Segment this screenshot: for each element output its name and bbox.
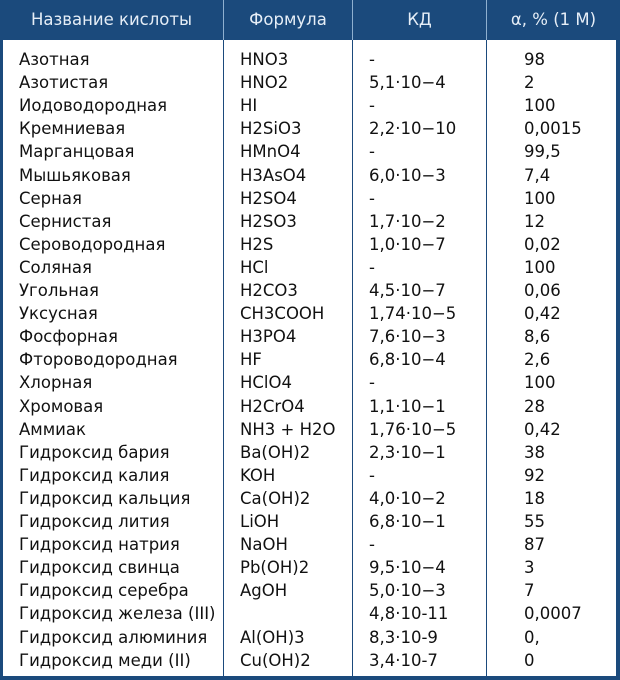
dissociation-constant: - (369, 96, 375, 116)
table-header (0, 0, 620, 40)
dissociation-constant: 1,76·10−5 (369, 419, 457, 439)
acid-name: Фосфорная (19, 327, 118, 347)
acid-formula: NaOH (240, 535, 288, 555)
dissociation-degree: 100 (524, 96, 556, 116)
acid-formula: CH3COOH (240, 304, 325, 324)
acid-formula: HNO2 (240, 73, 289, 93)
acid-name: Гидроксид бария (19, 442, 170, 462)
dissociation-degree: 0,0007 (524, 604, 582, 624)
acid-formula: Cu(OH)2 (240, 650, 311, 670)
dissociation-degree: 92 (524, 465, 545, 485)
table-row (3, 210, 616, 233)
table-row (3, 140, 616, 163)
dissociation-degree: 0 (524, 650, 535, 670)
acid-formula: H2CO3 (240, 281, 298, 300)
dissociation-constant: 1,0·10−7 (369, 234, 446, 254)
dissociation-degree: 2 (524, 73, 535, 93)
table-row (3, 256, 616, 279)
acid-name: Марганцовая (19, 142, 135, 162)
dissociation-constant: 6,8·10−4 (369, 350, 446, 370)
dissociation-degree: 18 (524, 488, 545, 508)
acid-name: Гидроксид меди (II) (19, 650, 191, 670)
header-formula: Формула (224, 0, 353, 40)
dissociation-constant: 8,3·10-9 (369, 627, 438, 647)
acid-name: Сернистая (19, 211, 112, 231)
table-row (3, 579, 616, 602)
table-row (3, 602, 616, 625)
table-row (3, 279, 616, 302)
dissociation-constant: 9,5·10−4 (369, 558, 446, 578)
table-row (3, 371, 616, 394)
table-row (3, 487, 616, 510)
acid-formula: HClO4 (240, 373, 292, 393)
acid-formula: HNO3 (240, 50, 289, 69)
acid-formula: H2SO4 (240, 188, 297, 208)
acid-formula: H2SO3 (240, 211, 297, 231)
acid-formula: Ca(OH)2 (240, 488, 311, 508)
header-name: Название кислоты (0, 0, 224, 40)
dissociation-degree: 8,6 (524, 327, 551, 347)
dissociation-degree: 0,0015 (524, 119, 582, 139)
acid-name: Гидроксид лития (19, 512, 170, 531)
dissociation-degree: 0,42 (524, 304, 561, 324)
table-row (3, 164, 616, 187)
table-row (3, 418, 616, 441)
acid-formula: LiOH (240, 512, 280, 531)
dissociation-degree: 38 (524, 442, 545, 462)
acid-name: Аммиак (19, 419, 86, 439)
acid-name: Гидроксид натрия (19, 535, 180, 555)
dissociation-degree: 7 (524, 581, 535, 601)
acid-formula: Pb(OH)2 (240, 558, 310, 578)
acid-name: Гидроксид свинца (19, 558, 180, 578)
acid-name: Азотистая (19, 73, 109, 93)
table-row (3, 348, 616, 371)
table-row (3, 649, 616, 672)
acid-name: Соляная (19, 257, 92, 277)
dissociation-constant: - (369, 257, 375, 277)
acid-formula: Al(OH)3 (240, 627, 305, 647)
dissociation-degree: 7,4 (524, 165, 551, 185)
dissociation-constant: 5,0·10−3 (369, 581, 446, 601)
dissociation-degree: 100 (524, 373, 556, 393)
acid-name: Гидроксид калия (19, 465, 170, 485)
dissociation-constant: - (369, 373, 375, 393)
acid-name: Уксусная (19, 304, 98, 324)
acid-formula: HI (240, 96, 258, 116)
acid-formula: H2CrO4 (240, 396, 305, 416)
table-row (3, 302, 616, 325)
acid-name: Иодоводородная (19, 96, 168, 116)
table-row (3, 94, 616, 117)
acid-name: Сероводородная (19, 234, 166, 254)
acid-formula: KOH (240, 465, 276, 485)
acid-formula: H2SiO3 (240, 119, 302, 139)
acid-name: Гидроксид железа (III) (19, 604, 216, 624)
table-row (3, 626, 616, 649)
acid-name: Хромовая (19, 396, 104, 416)
dissociation-degree: 2,6 (524, 350, 551, 370)
dissociation-degree: 12 (524, 211, 545, 231)
dissociation-constant: - (369, 535, 375, 555)
dissociation-degree: 28 (524, 396, 545, 416)
table-row (3, 187, 616, 210)
acid-formula: HCl (240, 257, 269, 277)
acid-formula: Ba(OH)2 (240, 442, 311, 462)
acid-formula: HF (240, 350, 262, 370)
acid-name: Кремниевая (19, 119, 126, 139)
table-row (3, 533, 616, 556)
dissociation-degree: 55 (524, 512, 545, 531)
table-row (3, 395, 616, 418)
table-row (3, 117, 616, 140)
acid-formula: NH3 + H2O (240, 419, 336, 439)
dissociation-degree: 0,42 (524, 419, 561, 439)
dissociation-constant: - (369, 50, 375, 69)
table-row (3, 71, 616, 94)
acid-name: Хлорная (19, 373, 93, 393)
dissociation-constant: 4,8·10-11 (369, 604, 449, 624)
table-row (3, 325, 616, 348)
dissociation-constant: 7,6·10−3 (369, 327, 446, 347)
dissociation-degree: 99,5 (524, 142, 561, 162)
acid-name: Гидроксид кальция (19, 488, 191, 508)
dissociation-constant: - (369, 465, 375, 485)
dissociation-degree: 100 (524, 188, 556, 208)
dissociation-constant: 1,7·10−2 (369, 211, 446, 231)
table-row (3, 556, 616, 579)
dissociation-degree: 0,02 (524, 234, 561, 254)
table-row (3, 464, 616, 487)
dissociation-constant: - (369, 142, 375, 162)
dissociation-constant: - (369, 188, 375, 208)
acid-name: Угольная (19, 281, 99, 300)
acid-formula: HMnO4 (240, 142, 301, 162)
table-row (3, 48, 616, 71)
acid-formula: H3AsO4 (240, 165, 307, 185)
acid-name: Фтороводородная (19, 350, 178, 370)
dissociation-constant: 1,1·10−1 (369, 396, 446, 416)
dissociation-degree: 100 (524, 257, 556, 277)
acid-formula: H2S (240, 234, 274, 254)
acid-name: Мышьяковая (19, 165, 131, 185)
table-row (3, 233, 616, 256)
dissociation-constant: 2,3·10−1 (369, 442, 446, 462)
dissociation-degree: 3 (524, 558, 535, 578)
acid-formula: AgOH (240, 581, 288, 601)
dissociation-constant: 6,0·10−3 (369, 165, 446, 185)
dissociation-constant: 2,2·10−10 (369, 119, 457, 139)
header-kd: КД (353, 0, 487, 40)
table-body (3, 40, 616, 676)
dissociation-degree: 87 (524, 535, 545, 555)
acid-name: Серная (19, 188, 82, 208)
dissociation-constant: 1,74·10−5 (369, 304, 457, 324)
dissociation-degree: 98 (524, 50, 545, 69)
table-row (3, 510, 616, 533)
dissociation-constant: 4,5·10−7 (369, 281, 446, 300)
acid-formula: H3PO4 (240, 327, 297, 347)
dissociation-degree: 0,06 (524, 281, 561, 300)
dissociation-constant: 6,8·10−1 (369, 512, 446, 531)
dissociation-constant: 5,1·10−4 (369, 73, 446, 93)
dissociation-constant: 4,0·10−2 (369, 488, 446, 508)
table-row (3, 441, 616, 464)
dissociation-constant: 3,4·10-7 (369, 650, 438, 670)
header-alpha: α, % (1 М) (510, 10, 597, 29)
acid-name: Гидроксид серебра (19, 581, 189, 601)
acid-name: Азотная (19, 50, 90, 69)
dissociation-degree: 0, (524, 627, 540, 647)
acid-name: Гидроксид алюминия (19, 627, 208, 647)
